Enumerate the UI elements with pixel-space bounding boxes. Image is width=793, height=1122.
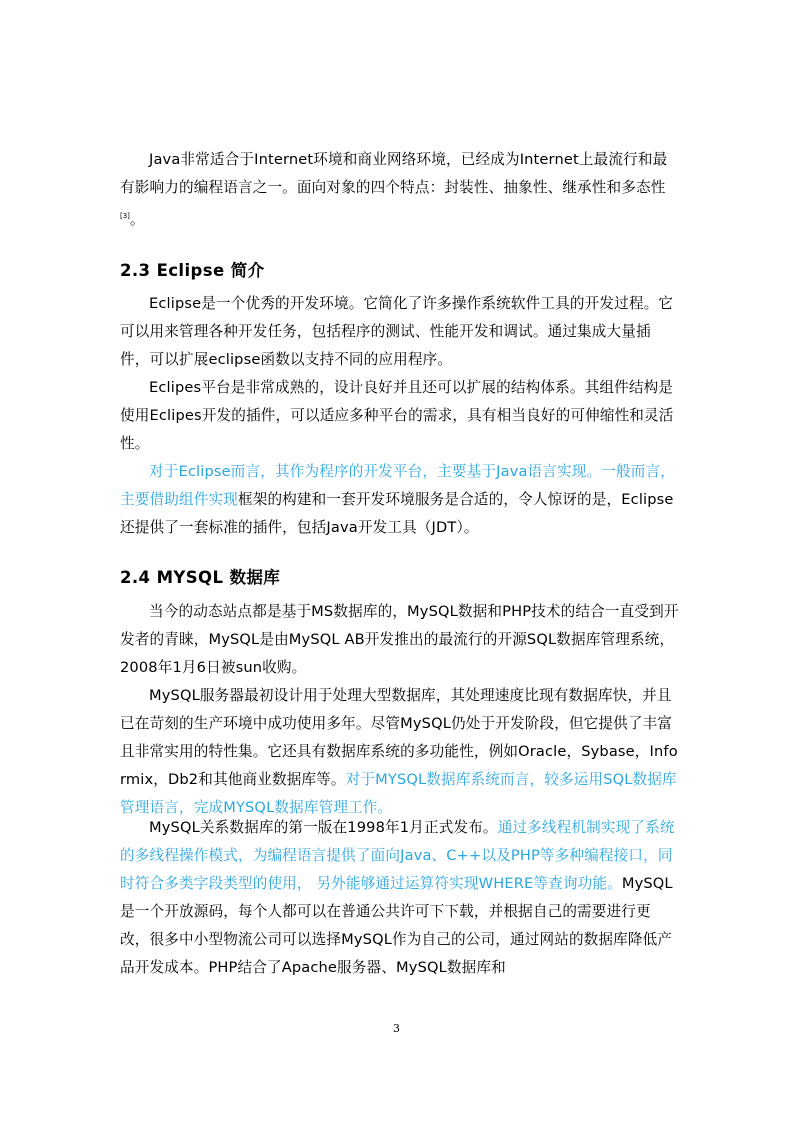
paragraph-java-intro xyxy=(120,146,680,234)
paragraph-eclipse-overview: Eclipse是一个优秀的开发环境。它简化了许多操作系统软件工具的开发过程。它可以用来管理各种开发任务，包括程序的测试、性能开发和调试。通过集成大量插件，可以扩展eclipse函数以支持不同的应用程序。 xyxy=(120,295,674,368)
highlighted-text: 对于MYSQL数据库系统而言，较多运用SQL数据库管理语言，完成MYSQL数据库管理工作。 xyxy=(120,771,677,816)
paragraph-mysql-intro: 当今的动态站点都是基于MS数据库的，MySQL数据和PHP技术的结合一直受到开发者的青睐，MySQL是由MySQL AB开发推出的最流行的开源SQL数据库管理系统，2008年1月6日被sun收购。 xyxy=(120,603,679,676)
paragraph-text: 框架的构建和一套开发环境服务是合适的，令人惊讶的是，Eclipse还提供了一套标准的插件，包括Java开发工具（JDT）。 xyxy=(120,491,674,536)
highlighted-text: 通过多线程机制实现了系统的多线程操作模式，为编程语言提供了面向Java、C++以及PHP等多种编程接口，同时符合多类字段类型的使用， 另外能够通过运算符实现WHERE等查询功能。 xyxy=(120,819,675,892)
paragraph-eclipes-platform: Eclipes平台是非常成熟的，设计良好并且还可以扩展的结构体系。其组件结构是使用Eclipes开发的插件，可以适应多种平台的需求，具有相当良好的可伸缩性和灵活性。 xyxy=(120,379,674,452)
paragraph-mysql-server xyxy=(120,682,680,822)
paragraph-text: MySQL服务器最初设计用于处理大型数据库，其处理速度比现有数据库快，并且已在苛刻的生产环境中成功使用多年。尽管MySQL仍处于开发阶段，但它提供了丰富且非常实用的特性集。它还具有数据库系统的多功能性，例如Oracle，Sybase，Informix，Db2和其他商业数据库等。 xyxy=(120,687,678,788)
paragraph-text: Java非常适合于Internet环境和商业网络环境，已经成为Internet上最流行和最有影响力的编程语言之一。面向对象的四个特点：封装性、抽象性、继承性和多态性 xyxy=(120,151,668,196)
paragraph-mysql-history xyxy=(120,814,680,982)
paragraph-text: MySQL关系数据库的第一版在1998年1月正式发布。 xyxy=(149,819,498,836)
page-number: 3 xyxy=(393,1022,400,1035)
highlighted-text: 对于Eclipse而言，其作为程序的开发平台，主要基于Java语言实现。一般而言，主要借助组件实现 xyxy=(120,463,675,508)
paragraph-text: MySQL是一个开放源码，每个人都可以在普通公共许可下下载，并根据自己的需要进行更改，很多中小型物流公司可以选择MySQL作为自己的公司，通过网站的数据库降低产品开发成本。PHP结合了Apache服务器、MySQL数据库和 xyxy=(120,875,673,976)
paragraph-eclipse-jdt xyxy=(120,458,680,542)
section-heading-eclipse: 2.3 Eclipse 简介 xyxy=(120,261,265,280)
section-heading-mysql: 2.4 MYSQL 数据库 xyxy=(120,568,281,587)
citation-reference: [3] xyxy=(120,212,130,220)
paragraph-end: 。 xyxy=(129,211,145,228)
